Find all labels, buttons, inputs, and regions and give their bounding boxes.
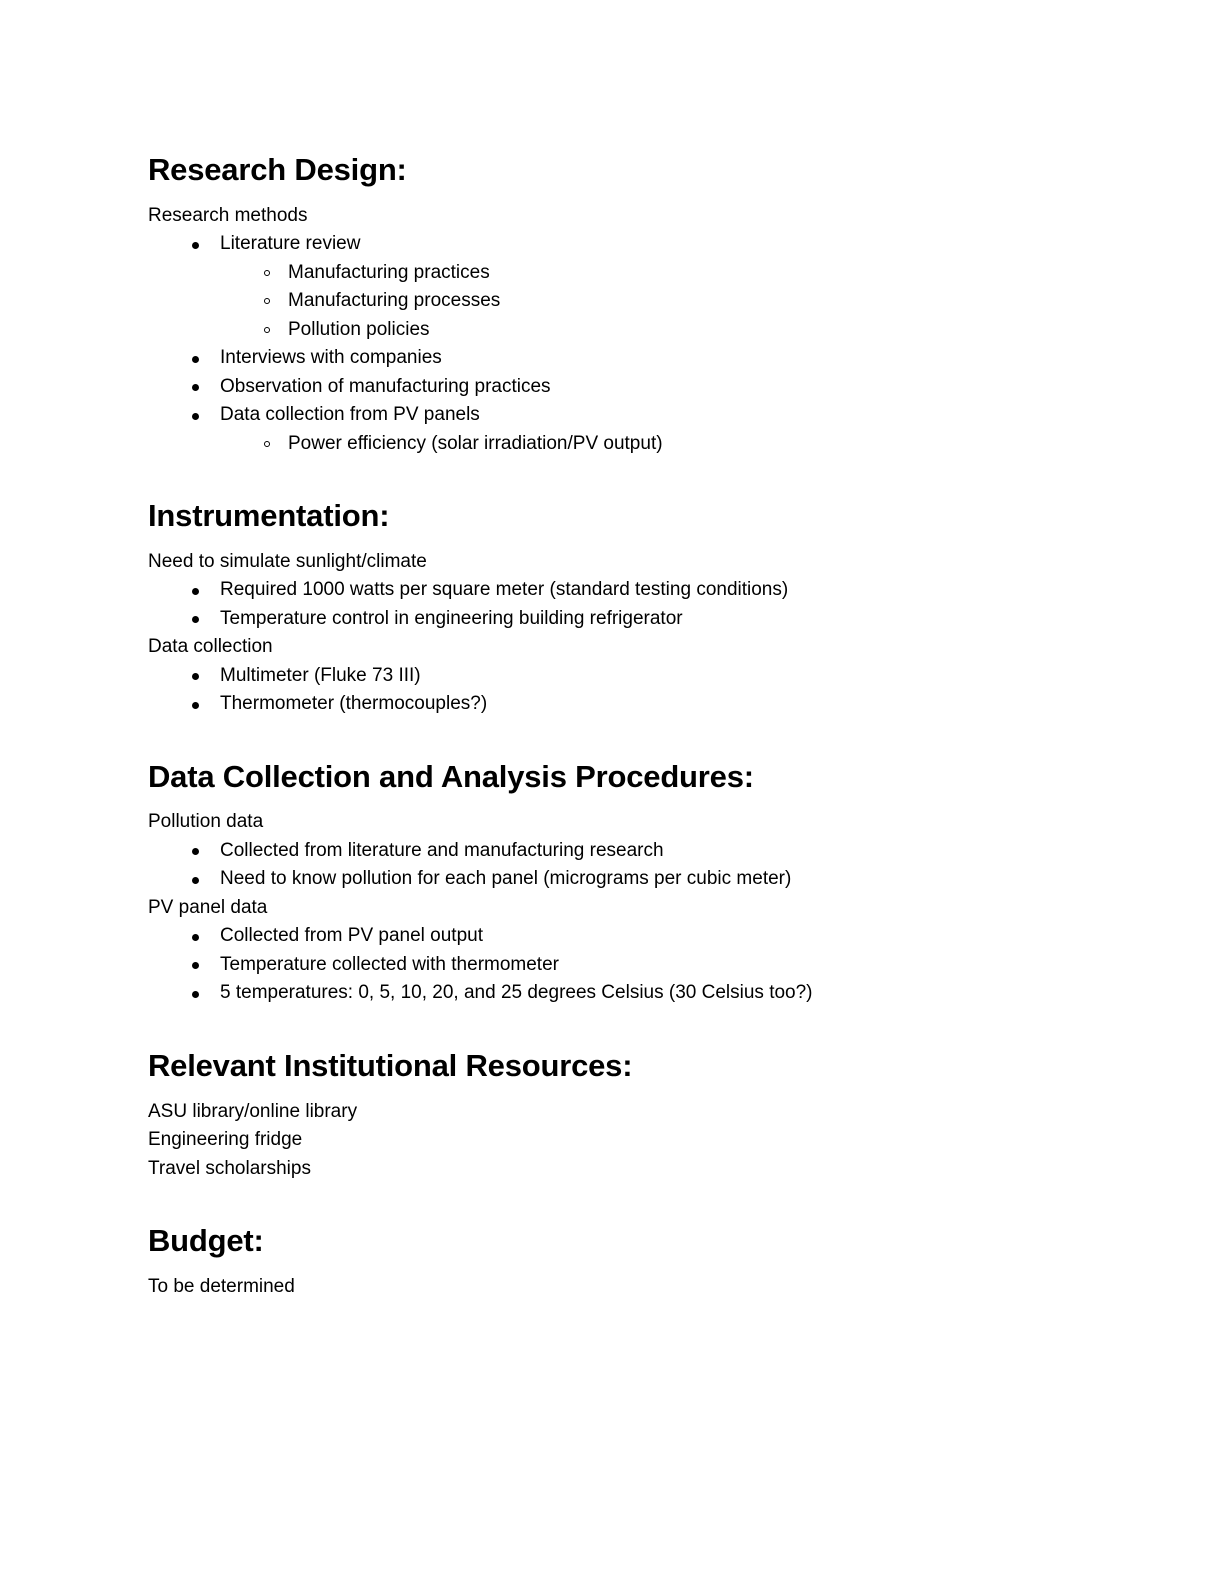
section-intro-text: Research methods [148, 204, 308, 226]
resource-line: Engineering fridge [148, 1129, 303, 1151]
list-item [220, 316, 1088, 345]
bullet-disc-icon [192, 877, 199, 884]
bullet-disc-icon [192, 673, 199, 680]
list-item [148, 576, 1088, 605]
bullet-list-level1 [148, 230, 1088, 458]
bullet-circle-icon [264, 270, 270, 276]
resource-line: ASU library/online library [148, 1100, 358, 1122]
list-item [148, 865, 1088, 894]
list-item-label: Temperature control in engineering building refrigerator [220, 607, 683, 629]
section-intro-text: Pollution data [148, 811, 264, 833]
section-institutional-resources [148, 1048, 1088, 1183]
list-item-label: Need to know pollution for each panel (micrograms per cubic meter) [220, 868, 792, 890]
bullet-disc-icon [192, 588, 199, 595]
bullet-disc-icon [192, 242, 199, 249]
list-item [148, 837, 1088, 866]
bullet-list-level1 [148, 576, 1088, 633]
bullet-disc-icon [192, 962, 199, 969]
section-instrumentation [148, 498, 1088, 719]
list-item-label: Multimeter (Fluke 73 III) [220, 664, 421, 686]
section-heading: Data Collection and Analysis Procedures: [148, 758, 754, 794]
section-budget [148, 1223, 1088, 1301]
list-item-label: Manufacturing processes [288, 290, 501, 312]
list-item [148, 605, 1088, 634]
document-body [148, 152, 1088, 1301]
section-heading: Budget: [148, 1223, 264, 1259]
list-item-label: Power efficiency (solar irradiation/PV output) [288, 432, 663, 454]
list-item-label: Temperature collected with thermometer [220, 953, 559, 975]
list-item-label: Observation of manufacturing practices [220, 375, 551, 397]
list-item-label: Data collection from PV panels [220, 404, 480, 426]
section-intro-text: PV panel data [148, 896, 268, 918]
list-item-label: Pollution policies [288, 318, 430, 340]
list-item [220, 430, 1088, 459]
list-item-label: Collected from literature and manufacturing research [220, 839, 664, 861]
section-heading: Relevant Institutional Resources: [148, 1047, 633, 1083]
bullet-disc-icon [192, 616, 199, 623]
bullet-disc-icon [192, 384, 199, 391]
bullet-disc-icon [192, 413, 199, 420]
bullet-disc-icon [192, 702, 199, 709]
resource-line: Travel scholarships [148, 1157, 311, 1179]
section-heading: Instrumentation: [148, 498, 390, 534]
list-item [148, 922, 1088, 951]
bullet-disc-icon [192, 991, 199, 998]
bullet-list-level2 [220, 259, 1088, 345]
bullet-list-level2 [220, 430, 1088, 459]
list-item-label: Interviews with companies [220, 347, 442, 369]
bullet-circle-icon [264, 441, 270, 447]
list-item [148, 373, 1088, 402]
list-item-label: Thermometer (thermocouples?) [220, 693, 488, 715]
list-item [220, 259, 1088, 288]
list-item [148, 401, 1088, 458]
list-item [148, 951, 1088, 980]
bullet-disc-icon [192, 356, 199, 363]
list-item-label: 5 temperatures: 0, 5, 10, 20, and 25 degrees Celsius (30 Celsius too?) [220, 982, 813, 1004]
list-item [148, 662, 1088, 691]
bullet-list-level1 [148, 662, 1088, 719]
bullet-disc-icon [192, 848, 199, 855]
list-item-label: Literature review [220, 233, 361, 255]
list-item-label: Manufacturing practices [288, 261, 490, 283]
section-data-collection-analysis [148, 759, 1088, 1008]
section-heading: Research Design: [148, 152, 407, 187]
bullet-list-level1 [148, 837, 1088, 894]
section-intro-text: Data collection [148, 636, 273, 658]
list-item [220, 287, 1088, 316]
list-item-label: Required 1000 watts per square meter (standard testing conditions) [220, 579, 789, 601]
list-item [148, 344, 1088, 373]
budget-line: To be determined [148, 1275, 295, 1297]
bullet-circle-icon [264, 298, 270, 304]
list-item [148, 230, 1088, 344]
bullet-list-level1 [148, 922, 1088, 1008]
section-intro-text: Need to simulate sunlight/climate [148, 550, 427, 572]
bullet-circle-icon [264, 327, 270, 333]
list-item [148, 690, 1088, 719]
section-research-design [148, 152, 1088, 458]
list-item [148, 979, 1088, 1008]
list-item-label: Collected from PV panel output [220, 925, 483, 947]
bullet-disc-icon [192, 934, 199, 941]
